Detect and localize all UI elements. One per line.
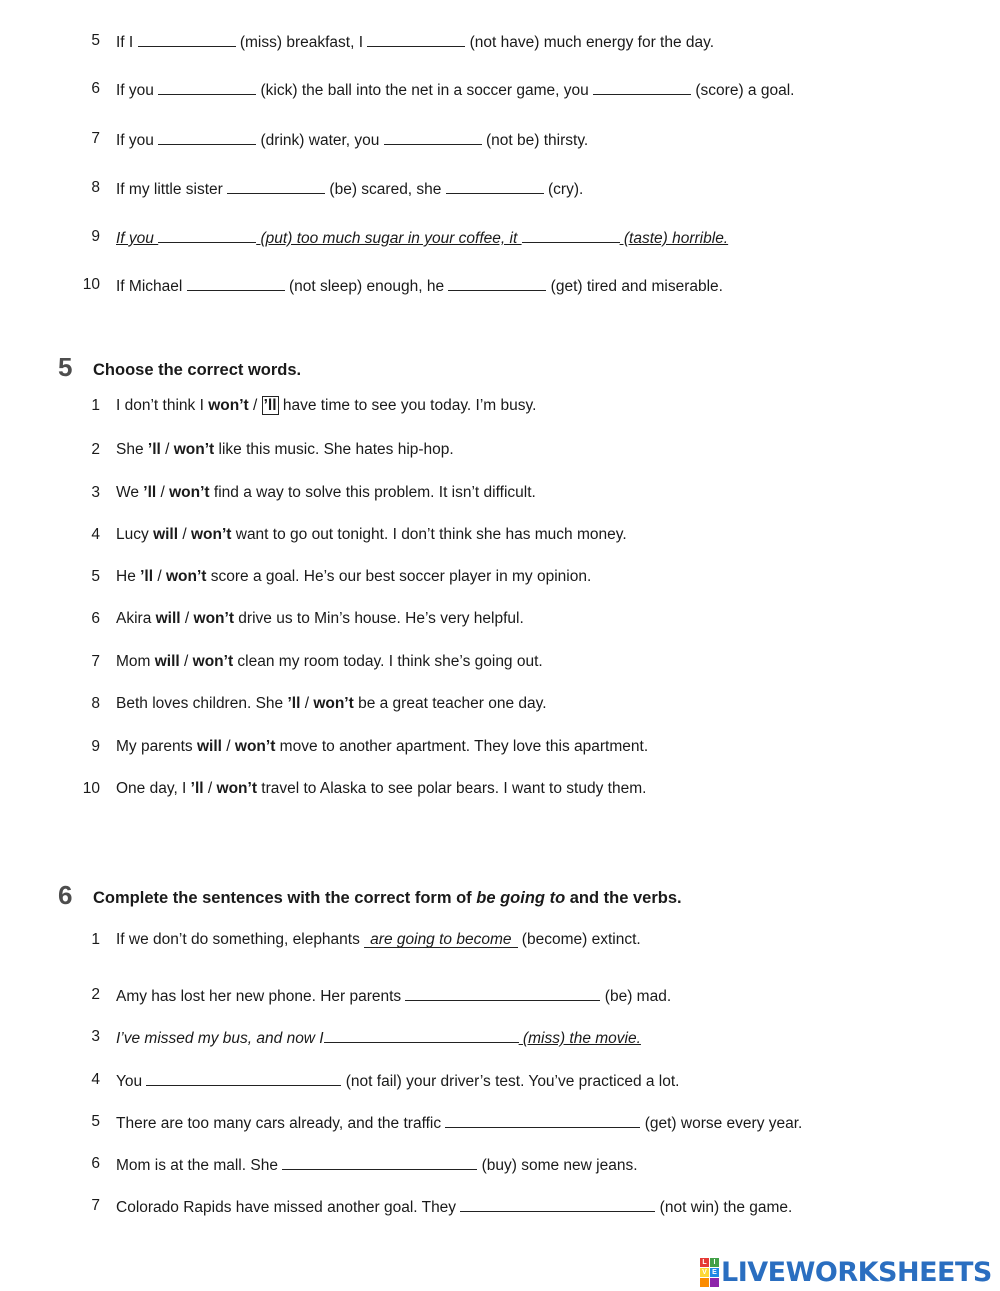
item-number: 8 xyxy=(91,179,100,196)
answer-blank[interactable] xyxy=(158,80,256,95)
item-number: 4 xyxy=(91,526,100,543)
item-number: 6 xyxy=(91,610,100,627)
item-number: 3 xyxy=(91,1028,100,1045)
logo-wordmark: LIVEWORKSHEETS xyxy=(721,1256,992,1288)
logo-tile: L xyxy=(700,1258,709,1267)
answer-blank[interactable] xyxy=(138,32,236,47)
item-number: 9 xyxy=(91,738,100,755)
option-a[interactable]: ’ll xyxy=(287,695,301,712)
option-a[interactable]: ’ll xyxy=(143,484,157,501)
answer-blank[interactable] xyxy=(522,228,620,243)
example-answer: are going to become xyxy=(364,932,517,948)
answer-blank[interactable] xyxy=(146,1071,341,1086)
item-number: 3 xyxy=(91,484,100,501)
answer-blank[interactable] xyxy=(448,276,546,291)
logo-tile xyxy=(700,1278,709,1287)
option-b[interactable]: won’t xyxy=(193,610,234,627)
answer-blank[interactable] xyxy=(367,32,465,47)
item-number: 10 xyxy=(82,276,100,293)
item-number: 6 xyxy=(91,1155,100,1172)
item-number: 7 xyxy=(91,1197,100,1214)
item-number: 1 xyxy=(91,397,100,414)
exercise-number: 5 xyxy=(58,352,73,382)
liveworksheets-logo xyxy=(700,1258,992,1286)
option-b[interactable]: won’t xyxy=(165,568,207,585)
answer-blank[interactable] xyxy=(445,1113,640,1128)
item-number: 2 xyxy=(91,441,100,458)
answer-blank[interactable] xyxy=(158,228,256,243)
option-b[interactable]: won’t xyxy=(173,441,215,458)
option-a[interactable]: will xyxy=(154,653,180,670)
answer-blank[interactable] xyxy=(187,276,285,291)
logo-tile: V xyxy=(700,1268,709,1277)
logo-tile xyxy=(710,1278,719,1287)
option-a[interactable]: ’ll xyxy=(190,780,204,797)
answer-blank[interactable] xyxy=(384,130,482,145)
answer-blank[interactable] xyxy=(324,1028,519,1043)
item-number: 5 xyxy=(91,568,100,585)
logo-tile: E xyxy=(710,1268,719,1277)
item-number: 10 xyxy=(82,780,100,797)
logo-icon xyxy=(700,1258,719,1287)
exercise-number: 6 xyxy=(58,880,73,910)
option-b[interactable]: won’t xyxy=(190,526,232,543)
option-a[interactable]: will xyxy=(155,610,181,627)
answer-blank[interactable] xyxy=(446,179,544,194)
option-a[interactable]: will xyxy=(196,738,222,755)
item-number: 5 xyxy=(91,32,100,49)
exercise-title: Complete the sentences with the correct form of be going to and the verbs. xyxy=(93,889,682,907)
answer-blank[interactable] xyxy=(460,1197,655,1212)
option-a[interactable]: ’ll xyxy=(140,568,154,585)
option-a[interactable]: ’ll xyxy=(147,441,161,458)
option-b[interactable]: won’t xyxy=(192,653,234,670)
item-number: 8 xyxy=(91,695,100,712)
option-b[interactable]: won’t xyxy=(169,484,210,501)
answer-blank[interactable] xyxy=(227,179,325,194)
exercise-title: Choose the correct words. xyxy=(93,361,302,379)
item-number: 6 xyxy=(91,80,100,97)
answer-blank[interactable] xyxy=(593,80,691,95)
option-a[interactable]: won’t xyxy=(208,397,249,414)
item-number: 4 xyxy=(91,1071,100,1088)
answer-blank[interactable] xyxy=(405,986,600,1001)
item-number: 1 xyxy=(91,931,100,948)
answer-blank[interactable] xyxy=(158,130,256,145)
option-b[interactable]: won’t xyxy=(234,738,276,755)
option-a[interactable]: will xyxy=(153,526,179,543)
item-number: 5 xyxy=(91,1113,100,1130)
logo-tile: I xyxy=(710,1258,719,1267)
item-number: 7 xyxy=(91,130,100,147)
answer-blank[interactable] xyxy=(282,1155,477,1170)
item-number: 9 xyxy=(91,228,100,245)
item-number: 7 xyxy=(91,653,100,670)
option-b[interactable]: won’t xyxy=(216,780,257,797)
item-number: 2 xyxy=(91,986,100,1003)
option-b[interactable]: won’t xyxy=(313,695,354,712)
option-b-selected[interactable]: ’ll xyxy=(263,397,277,414)
